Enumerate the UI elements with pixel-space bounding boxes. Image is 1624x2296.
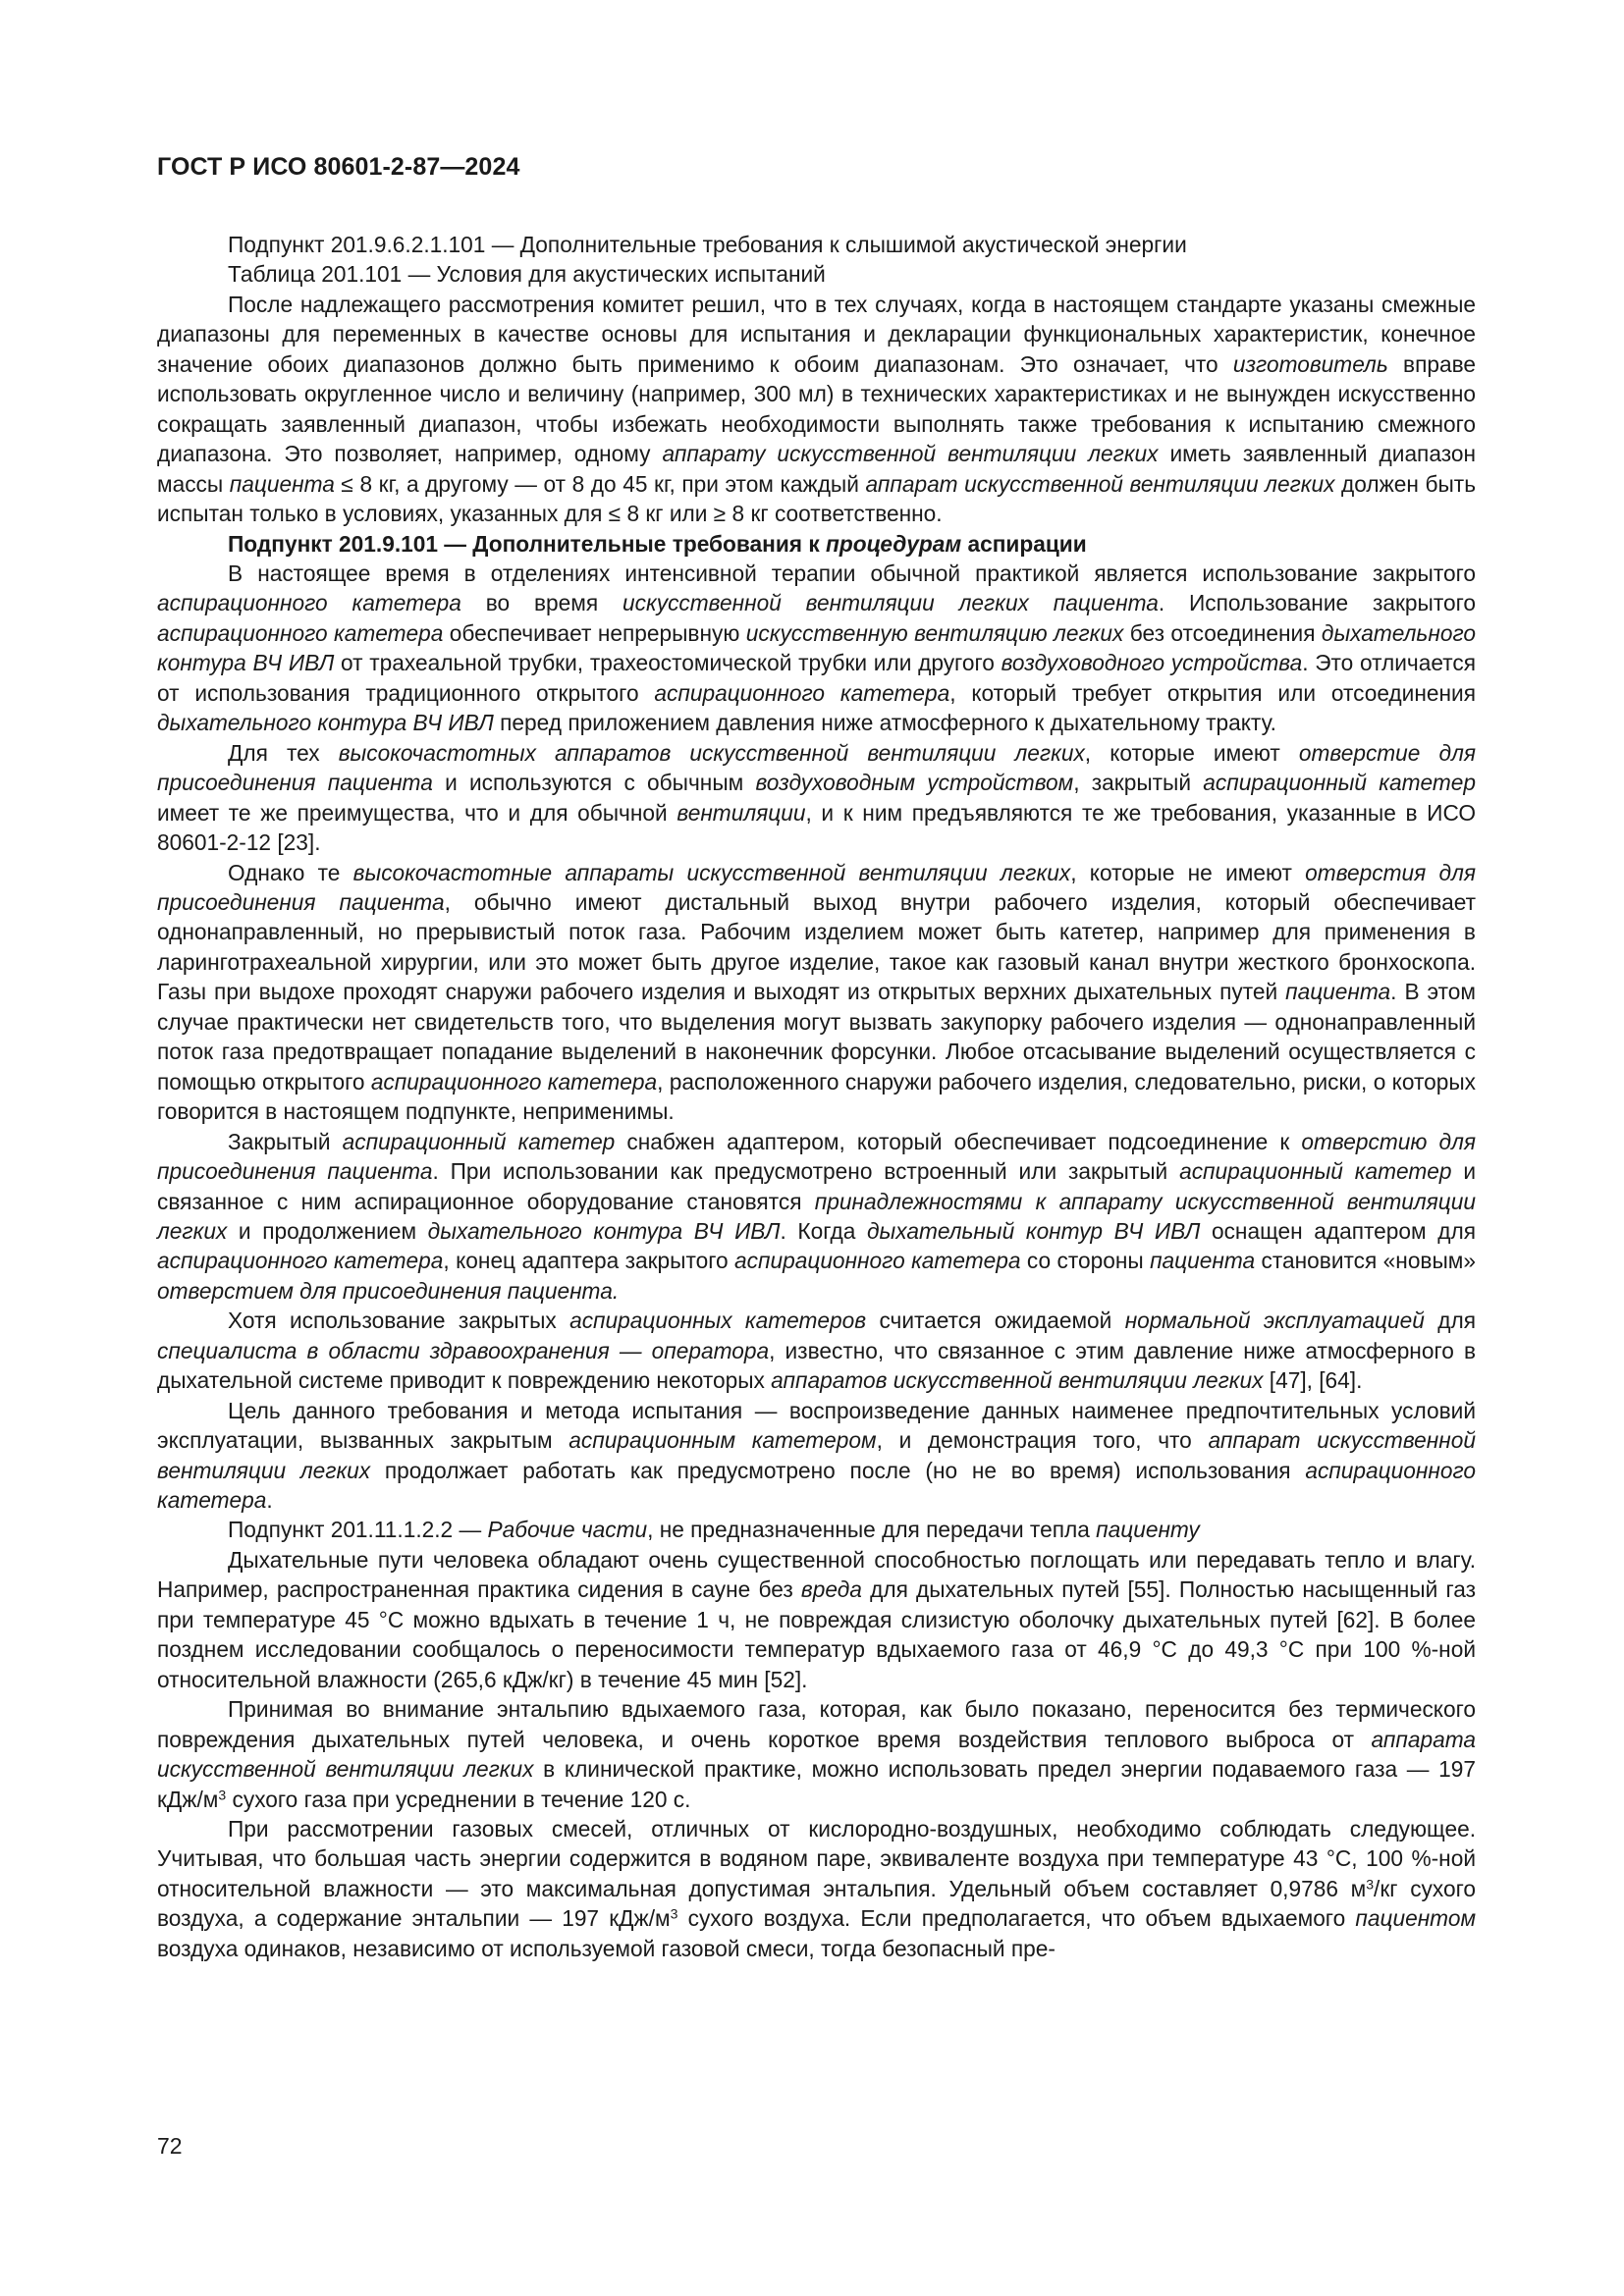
document-header-title: ГОСТ Р ИСО 80601-2-87—2024 [157,153,520,181]
paragraph-subclause-acoustic: Подпункт 201.9.6.2.1.101 — Дополнительные требования к слышимой акустической энергии [228,232,1187,257]
paragraph-adapter: Закрытый аспирационный катетер снабжен адаптером, который обеспечивает подсоединение к отверстию для присоединения пациента. При использовании как предусмотрено встроенный или закрытый аспирационный катетер и связанное с ним аспирационное оборудование становятся принадлежностями к аппарату искусственной вентиляции легких и продолжением дыхательного контура ВЧ ИВЛ. Когда дыхательный контур ВЧ ИВЛ оснащен адаптером для аспирационного катетера, конец адаптера закрытого аспирационного катетера со стороны пациента становится «новым» отверстием для присоединения пациента. [157,1128,1477,1304]
document-body [157,230,1476,1963]
paragraph-hf-without-port: Однако те высокочастотные аппараты искусственной вентиляции легких, которые не имеют отверстия для присоединения пациента, обычно имеют дистальный выход внутри рабочего изделия, который обеспечивает однонаправленный, но прерывистый поток газа. Рабочим изделием может быть катетер, например для применения в ларинготрахеальной хирургии, или это может быть другое изделие, такое как газовый канал внутри жесткого бронхоскопа. Газы при выдохе проходят снаружи рабочего изделия и выходят из открытых верхних дыхательных путей пациента. В этом случае практически нет свидетельств того, что выделения могут вызвать закупорку рабочего изделия — однонаправленный поток газа предотвращает попадание выделений в наконечник форсунки. Любое отсасывание выделений осуществляется с помощью открытого аспирационного катетера, расположенного снаружи рабочего изделия, следовательно, риски, о которых говорится в настоящем подпункте, неприменимы. [157,859,1476,1125]
paragraph-ranges: После надлежащего рассмотрения комитет решил, что в тех случаях, когда в настоящем стандарте указаны смежные диапазоны для переменных в качестве основы для испытания и декларации функциональных характеристик, конечное значение обоих диапазонов должно быть применимо к обоим диапазонам. Это означает, что изготовитель вправе использовать округленное число и величину (например, 300 мл) в технических характеристиках и не вынужден искусственно сокращать заявленный диапазон, чтобы избежать необходимости выполнять также требования к испытанию смежного диапазона. Это позволяет, например, одному аппарату искусственной вентиляции легких иметь заявленный диапазон массы пациента ≤ 8 кг, а другому — от 8 до 45 кг, при этом каждый аппарат искусственной вентиляции легких должен быть испытан только в условиях, указанных для ≤ 8 кг или ≥ 8 кг соответственно. [157,291,1477,527]
paragraph-test-purpose: Цель данного требования и метода испытания — воспроизведение данных наименее предпочтительных условий эксплуатации, вызванных закрытым аспирационным катетером, и демонстрация того, что аппарат искусственной вентиляции легких продолжает работать как предусмотрено после (но не во время) использования аспирационного катетера. [157,1397,1476,1514]
paragraph-subclause-applied-parts: Подпункт 201.11.1.2.2 — Рабочие части, не предназначенные для передачи тепла пациенту [228,1517,1200,1543]
section-heading-aspiration: Подпункт 201.9.101 — Дополнительные требования к процедурам аспирации [228,530,1087,557]
paragraph-normal-use: Хотя использование закрытых аспирационных катетеров считается ожидаемой нормальной эксплуатацией для специалиста в области здравоохранения — оператора, известно, что связанное с этим давление ниже атмосферного в дыхательной системе приводит к повреждению некоторых аппаратов искусственной вентиляции легких [47], [64]. [157,1308,1477,1394]
paragraph-table-acoustic: Таблица 201.101 — Условия для акустических испытаний [228,261,826,288]
page-number: 72 [157,2133,183,2159]
paragraph-gas-mixtures: При рассмотрении газовых смесей, отличных от кислородно-воздушных, необходимо соблюдать следующее. Учитывая, что большая часть энергии содержится в водяном паре, эквиваленте воздуха при температуре 43 °С, 100 %-ной относительной влажности — это максимальная допустимая энтальпия. Удельный объем составляет 0,9786 $м^3/кг$ сухого воздуха, а содержание энтальпии — 197 кДж/$м^3$ сухого воздуха. Если предполагается, что объем вдыхаемого пациентом воздуха одинаков, независимо от используемой газовой смеси, тогда безопасный пре- [157,1816,1477,1961]
paragraph-closed-catheter: В настоящее время в отделениях интенсивной терапии обычной практикой является использование закрытого аспирационного катетера во время искусственной вентиляции легких пациента. Использование закрытого аспирационного катетера обеспечивает непрерывную искусственную вентиляцию легких без отсоединения дыхательного контура ВЧ ИВЛ от трахеальной трубки, трахеостомической трубки или другого воздуховодного устройства. Это отличается от использования традиционного открытого аспирационного катетера, который требует открытия или отсоединения дыхательного контура ВЧ ИВЛ перед приложением давления ниже атмосферного к дыхательному тракту. [157,560,1476,736]
paragraph-hf-with-port: Для тех высокочастотных аппаратов искусственной вентиляции легких, которые имеют отверстие для присоединения пациента и используются с обычным воздуховодным устройством, закрытый аспирационный катетер имеет те же преимущества, что и для обычной вентиляции, и к ним предъявляются те же требования, указанные в ИСО 80601-2-12 [23]. [157,739,1477,856]
paragraph-airways-heat: Дыхательные пути человека обладают очень существенной способностью поглощать или передавать тепло и влагу. Например, распространенная практика сидения в сауне без вреда для дыхательных путей [55]. Полностью насыщенный газ при температуре 45 °С можно вдыхать в течение 1 ч, не повреждая слизистую оболочку дыхательных путей [62]. В более позднем исследовании сообщалось о переносимости температур вдыхаемого газа от 46,9 °С до 49,3 °С при 100 %-ной относительной влажности (265,6 кДж/кг) в течение 45 мин [52]. [157,1546,1476,1692]
paragraph-enthalpy: Принимая во внимание энтальпию вдыхаемого газа, которая, как было показано, переносится без термического повреждения дыхательных путей человека, и очень короткое время воздействия теплового выброса от аппарата искусственной вентиляции легких в клинической практике, можно использовать предел энергии подаваемого газа — 197 кДж/$м^3$ сухого газа при усреднении в течение 120 с. [157,1696,1476,1812]
